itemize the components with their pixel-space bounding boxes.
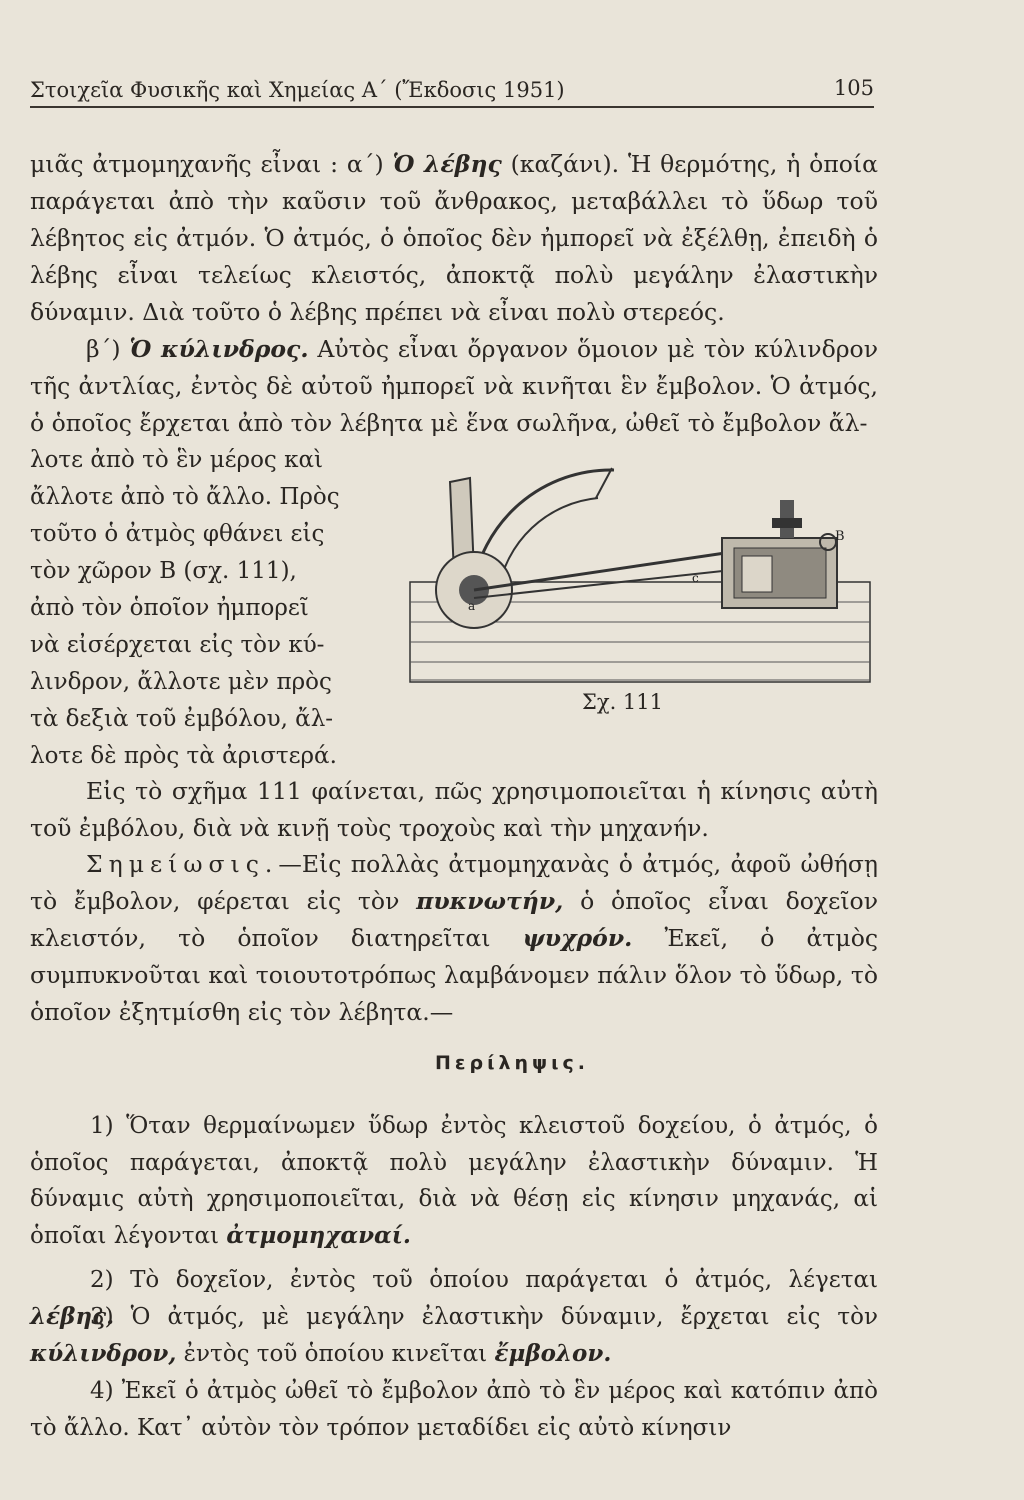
- summary-item-3: [30, 1299, 878, 1372]
- summary-item-1: [30, 1108, 878, 1254]
- cylinder-term: Ὁ κύλινδρος.: [129, 335, 309, 363]
- running-header: [30, 76, 874, 108]
- summary-item-4-text: 4) Ἐκεῖ ὁ ἀτμὸς ὠθεῖ τὸ ἔμβολον ἀπὸ τὸ ἓν μέρος καὶ κατόπιν ἀπὸ τὸ ἄλλο. Κατ᾽ αὐτὸν τὸν τρόπον μεταδίδει εἰς αὐτὸ κίνησιν: [30, 1378, 878, 1441]
- figure-label-a: a: [468, 599, 476, 613]
- note-term-cold: ψυχρόν.: [522, 924, 633, 952]
- narrow-line: λινδρον, ἄλλοτε μὲν πρὸς: [30, 669, 332, 695]
- note-text-1: —Εἰς πολλὰς ἀτμομηχανὰς ὁ ἀτμός, ἀφοῦ ὠθήσῃ τὸ ἔμβολον, φέρεται εἰς τὸν: [30, 850, 878, 915]
- page-number: 105: [833, 76, 874, 100]
- narrow-line: τοῦτο ὁ ἀτμὸς φθάνει εἰς: [30, 521, 325, 547]
- summary-heading: Περίληψις.: [435, 1052, 589, 1074]
- narrow-line: νὰ εἰσέρχεται εἰς τὸν κύ-: [30, 632, 325, 658]
- note-label: Σημείωσις.: [86, 850, 279, 878]
- summary-item-2-text: 2) Τὸ δοχεῖον, ἐντὸς τοῦ ὁποίου παράγεται ὁ ἀτμός, λέγεται: [90, 1267, 878, 1293]
- note-paragraph: [30, 846, 878, 1031]
- boiler-paragraph: [30, 146, 878, 331]
- narrow-line: τὰ δεξιὰ τοῦ ἐμβόλου, ἄλ-: [30, 706, 334, 732]
- narrow-line: ἀπὸ τὸν ὁποῖον ἠμπορεῖ: [30, 595, 309, 621]
- figure-caption: Σχ. 111: [582, 690, 664, 714]
- boiler-text-start: μιᾶς ἀτμομηχανῆς εἶναι : α΄): [30, 150, 393, 178]
- cylinder-text-start: β΄): [86, 335, 130, 363]
- summary-term-boiler: λέβης.: [30, 1302, 115, 1330]
- figure-reference-paragraph: Εἰς τὸ σχῆμα 111 φαίνεται, πῶς χρησιμοποιεῖται ἡ κίνησις αὐτὴ τοῦ ἐμβόλου, διὰ νὰ κινῇ τοὺς τροχοὺς καὶ τὴν μηχανήν.: [30, 777, 878, 842]
- narrow-line: τὸν χῶρον Β (σχ. 111),: [30, 558, 297, 584]
- figure-label-c: c: [692, 571, 699, 585]
- cylinder-paragraph: [30, 331, 878, 442]
- cylinder-text: Αὐτὸς εἶναι ὄργανον ὅμοιον μὲ τὸν κύλινδρον τῆς ἀντλίας, ἐντὸς δὲ αὐτοῦ ἠμπορεῖ νὰ κινῆται ἓν ἔμβολον. Ὁ ἀτμός, ὁ ὁποῖος ἔρχεται ἀπὸ τὸν λέβητα μὲ ἕνα σωλῆνα, ὠθεῖ τὸ ἔμβολον ἄλ-: [30, 335, 878, 437]
- summary-item-1-text: 1) Ὅταν θερμαίνωμεν ὕδωρ ἐντὸς κλειστοῦ δοχείου, ὁ ἀτμός, ὁ ὁποῖος παράγεται, ἀποκτᾷ πολὺ μεγάλην ἐλαστικὴν δύναμιν. Ἡ δύναμις αὐτὴ χρησιμοποιεῖται, διὰ νὰ θέσῃ εἰς κίνησιν μηχανάς, αἱ ὁποῖαι λέγονται: [30, 1113, 878, 1249]
- note-term-condenser: πυκνωτήν,: [416, 887, 564, 915]
- boiler-term: Ὁ λέβης: [392, 150, 502, 178]
- summary-term-piston: ἔμβολον.: [494, 1339, 612, 1367]
- summary-term-cylinder: κύλινδρον,: [30, 1339, 177, 1367]
- header-title: Στοιχεῖα Φυσικῆς καὶ Χημείας Α΄ (Ἔκδοσις 1951): [30, 78, 565, 102]
- note-text-2: ὁ ὁποῖος εἶναι δοχεῖον κλειστόν, τὸ ὁποῖον διατηρεῖται: [30, 887, 878, 952]
- summary-item-4: [30, 1373, 878, 1446]
- narrow-line: λοτε δὲ πρὸς τὰ ἀριστερά.: [30, 743, 337, 769]
- boiler-text: (καζάνι). Ἡ θερμότης, ἡ ὁποία παράγεται ἀπὸ τὴν καῦσιν τοῦ ἄνθρακος, μεταβάλλει τὸ ὕδωρ τοῦ λέβητος εἰς ἀτμόν. Ὁ ἀτμός, ὁ ὁποῖος δὲν ἠμπορεῖ νὰ ἐξέλθῃ, ἐπειδὴ ὁ λέβης εἶναι τελείως κλειστός, ἀποκτᾷ πολὺ μεγάλην ἐλαστικὴν δύναμιν. Διὰ τοῦτο ὁ λέβης πρέπει νὰ εἶναι πολὺ στερεός.: [30, 150, 878, 326]
- summary-item-3-text-2: ἐντὸς τοῦ ὁποίου κινεῖται: [176, 1340, 495, 1367]
- note-text-3: Ἐκεῖ, ὁ ἀτμὸς συμπυκνοῦται καὶ τοιουτοτρόπως λαμβάνομεν πάλιν ὅλον τὸ ὕδωρ, τὸ ὁποῖον ἐξητμίσθη εἰς τὸν λέβητα.—: [30, 924, 879, 1026]
- narrow-line: λοτε ἀπὸ τὸ ἓν μέρος καὶ: [30, 447, 324, 473]
- summary-term-steam-engines: ἀτμομηχαναί.: [226, 1221, 411, 1249]
- narrow-line: ἄλλοτε ἀπὸ τὸ ἄλλο. Πρὸς: [30, 484, 340, 510]
- cylinder-paragraph-narrow: [30, 442, 370, 775]
- summary-item-3-text: 3) Ὁ ἀτμός, μὲ μεγάλην ἐλαστικὴν δύναμιν, ἔρχεται εἰς τὸν: [90, 1304, 878, 1330]
- steam-engine-illustration: [402, 442, 872, 712]
- figure-label-b: B: [835, 529, 845, 544]
